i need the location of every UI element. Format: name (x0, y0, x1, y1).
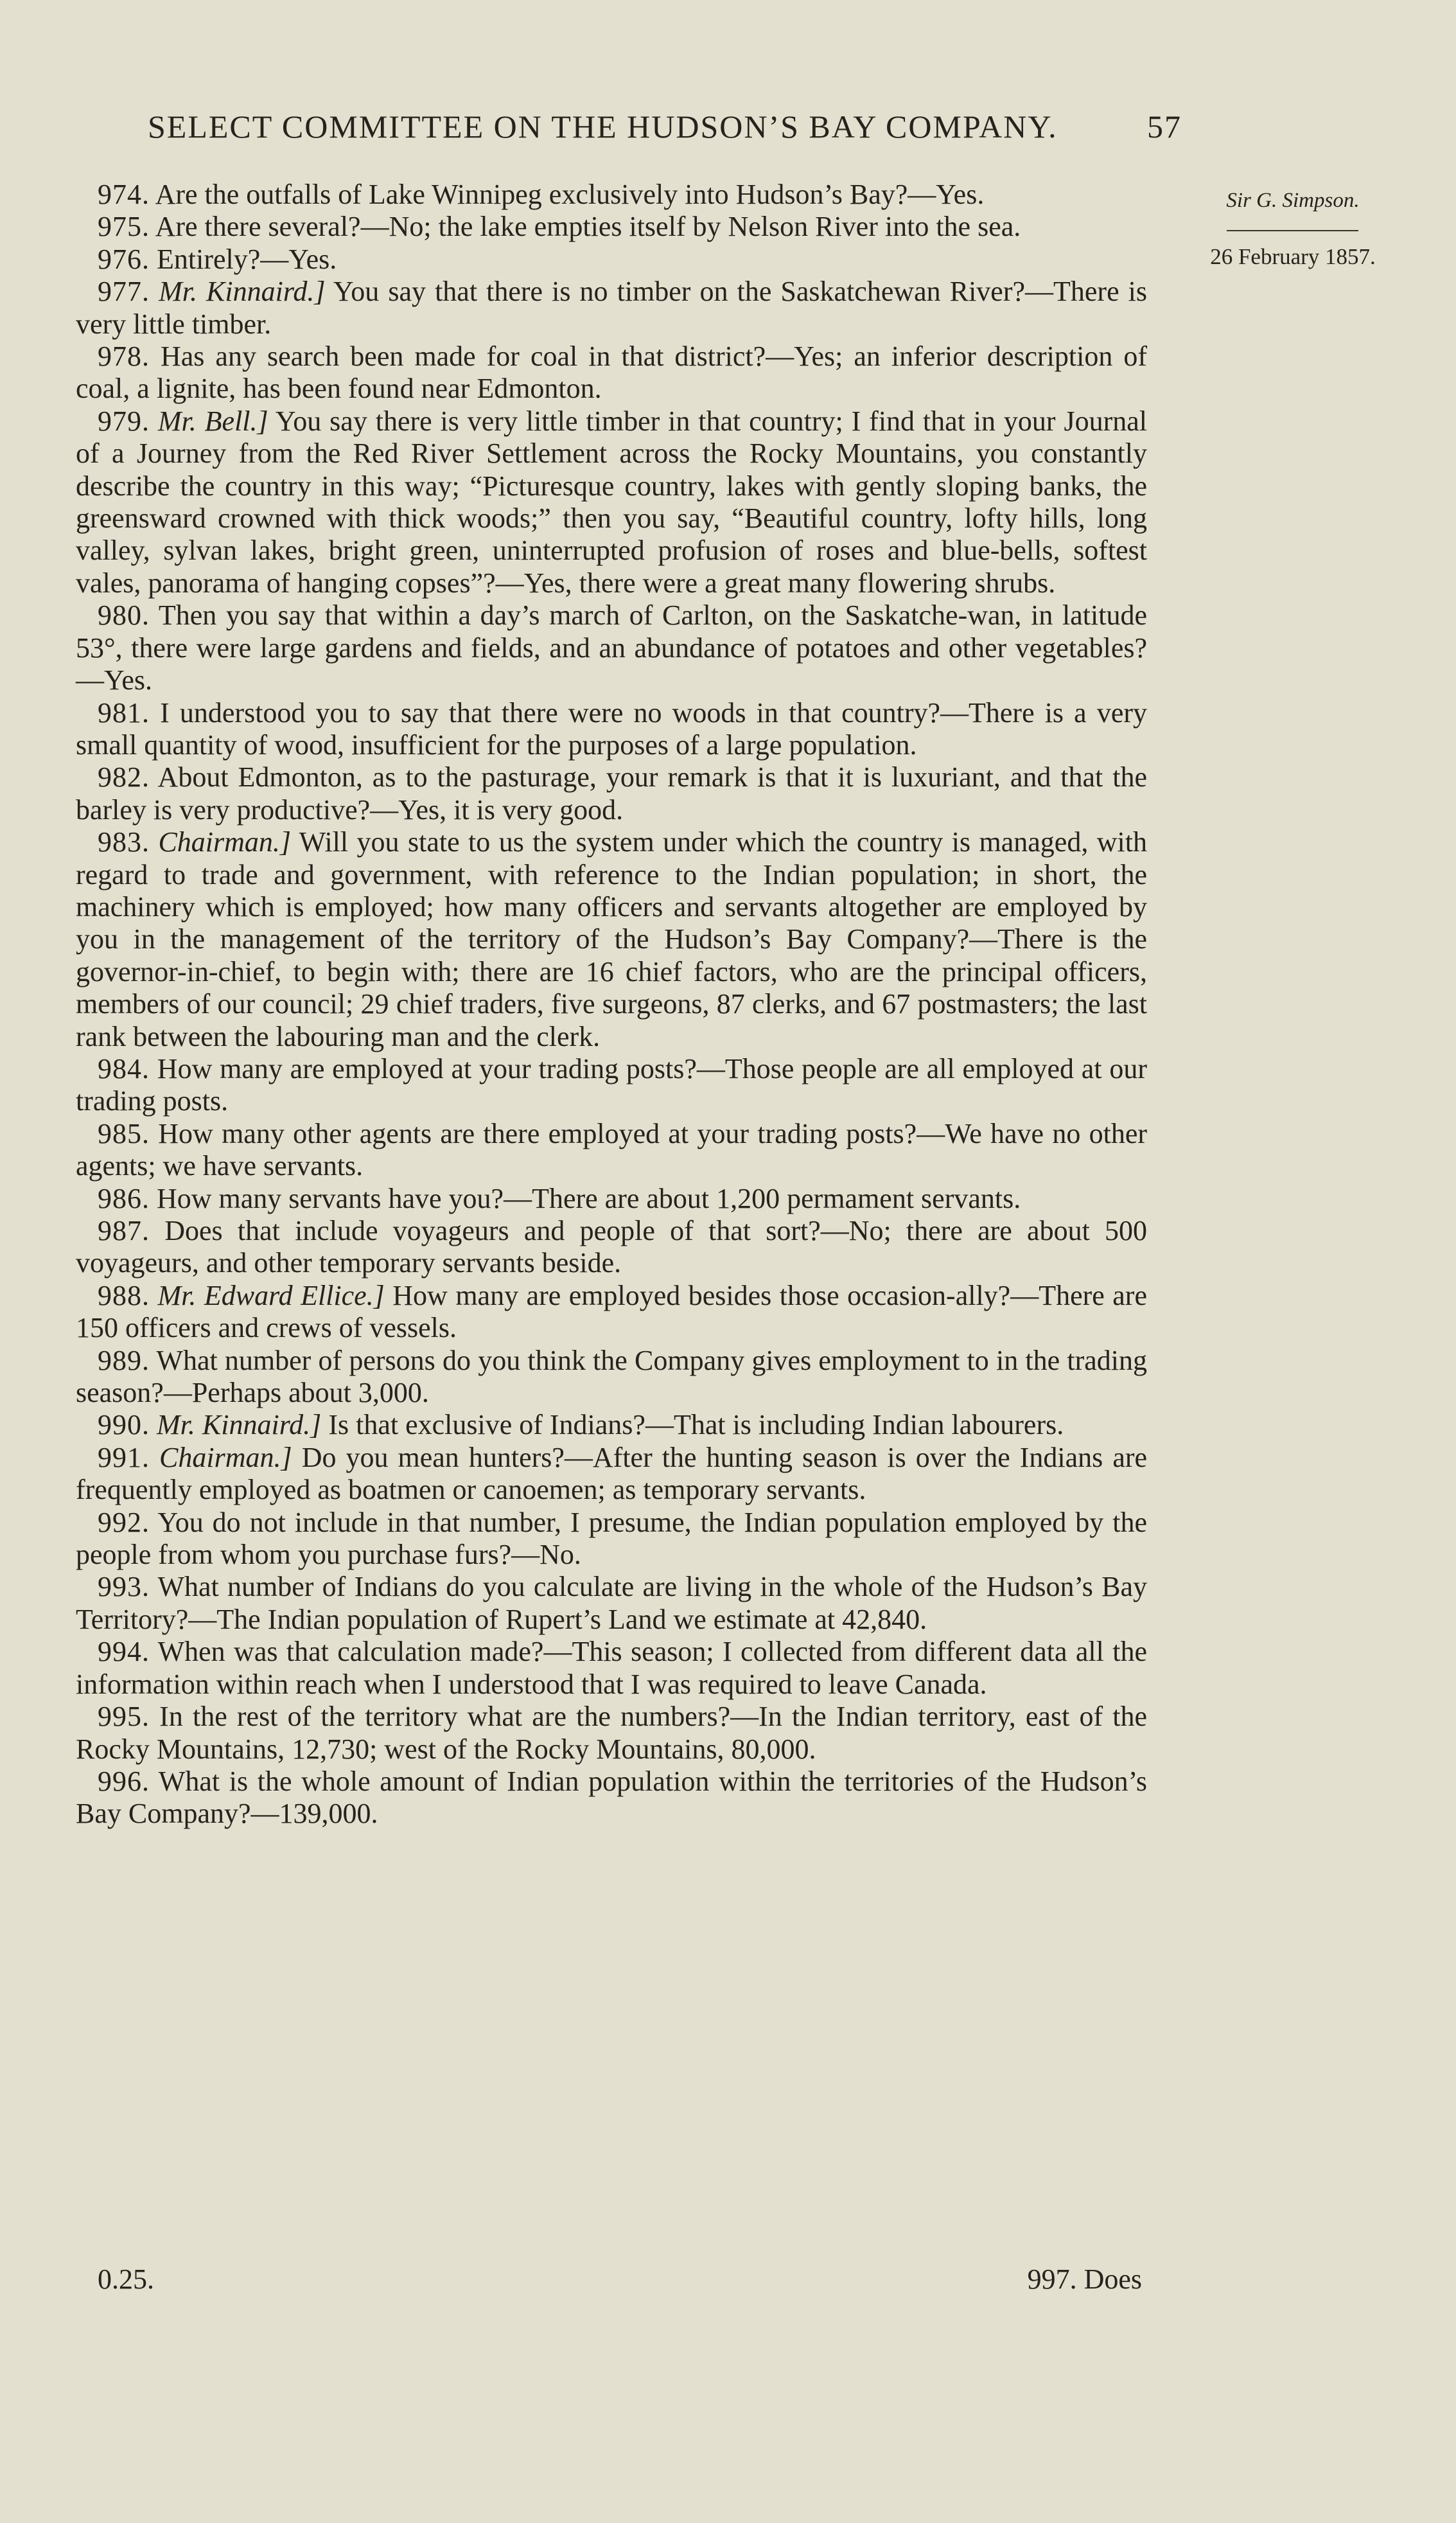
speaker-name: Mr. Bell.] (157, 405, 268, 437)
question-number: 975. (98, 211, 150, 243)
question-entry (76, 1053, 1147, 1118)
question-entry (76, 1215, 1147, 1280)
sidenote-rule (1227, 230, 1358, 231)
question-text: You do not include in that number, I presume, the Indian population employed by the people from whom you purchase furs?—No. (76, 1506, 1147, 1571)
question-entry (76, 405, 1147, 599)
question-number: 979. (98, 405, 150, 437)
speaker-name: Mr. Kinnaird.] (159, 276, 326, 308)
question-text: What number of persons do you think the Company gives employment to in the trading season?—Perhaps about 3,000. (76, 1344, 1147, 1409)
question-number: 995. (98, 1701, 150, 1733)
question-text: Then you say that within a day’s march of Carlton, on the Saskatche-wan, in latitude 53°, there were large gardens and fields, and an abundance of potatoes and other vegetables?—Yes. (76, 599, 1147, 696)
question-entry (76, 179, 1147, 211)
witness-name: Sir G. Simpson. (1226, 189, 1360, 212)
question-text: Are there several?—No; the lake empties itself by Nelson River into the sea. (155, 211, 1021, 243)
question-number: 991. (98, 1441, 150, 1473)
running-header (148, 108, 1182, 145)
question-number: 988. (98, 1279, 150, 1311)
question-text: How many are employed besides those occasion-ally?—There are 150 officers and crews of vessels. (76, 1279, 1147, 1344)
question-text: When was that calculation made?—This season; I collected from different data all the information within reach when I understood that I was required to leave Canada. (76, 1636, 1147, 1700)
question-text: What number of Indians do you calculate are living in the whole of the Hudson’s Bay Territory?—The Indian population of Rupert’s Land we estimate at 42,840. (76, 1571, 1147, 1635)
question-text: In the rest of the territory what are the numbers?—In the Indian territory, east of the Rocky Mountains, 12,730; west of the Rocky Mountains, 80,000. (76, 1701, 1148, 1765)
question-text: What is the whole amount of Indian population within the territories of the Hudson’s Bay Company?—139,000. (76, 1765, 1148, 1830)
question-text: Are the outfalls of Lake Winnipeg exclusively into Hudson’s Bay?—Yes. (155, 179, 985, 210)
question-entry (76, 761, 1147, 826)
speaker-name: Chairman.] (158, 826, 292, 858)
catchword: 997. Does (1027, 2263, 1142, 2295)
date-sidenote: 26 February 1857. (1210, 244, 1376, 269)
question-entry (76, 1183, 1147, 1215)
question-text: Entirely?—Yes. (157, 243, 337, 275)
question-entry (76, 1280, 1147, 1345)
question-number: 987. (98, 1215, 150, 1246)
question-number: 981. (98, 696, 150, 729)
question-entry (76, 341, 1147, 405)
speaker-name: Chairman.] (159, 1441, 292, 1473)
question-text: You say there is very little timber in that country; I find that in your Journal of a Journey from the Red River Settlement across the Rocky Mountains, you constantly describe the country in this way; “Picturesque country, lakes with gently sloping banks, the greensward crowned with thick woods;” then you say, “Beautiful country, lofty hills, long valley, sylvan lakes, bright green, uninterrupted profusion of roses and blue-bells, softest vales, panorama of hanging copses”?—Yes, there were a great many flowering shrubs. (76, 405, 1147, 599)
question-number: 982. (98, 761, 150, 793)
question-number: 983. (98, 826, 150, 858)
question-entry (76, 1636, 1147, 1701)
question-text: How many servants have you?—There are about 1,200 permament servants. (157, 1182, 1021, 1214)
question-text: Has any search been made for coal in that district?—Yes; an inferior description of coal, a lignite, has been found near Edmonton. (76, 341, 1148, 405)
question-number: 993. (98, 1571, 150, 1603)
question-number: 986. (98, 1182, 150, 1214)
question-entry (76, 1345, 1147, 1410)
question-text: Do you mean hunters?—After the hunting season is over the Indians are frequently employed as boatmen or canoemen; as temporary servants. (76, 1441, 1148, 1506)
question-number: 989. (98, 1344, 150, 1376)
question-text: How many are employed at your trading posts?—Those people are all employed at our trading posts. (76, 1052, 1148, 1117)
question-entry (76, 599, 1147, 696)
witness-sidenote (1187, 187, 1399, 213)
question-entry (76, 826, 1147, 1053)
question-entry (76, 1442, 1147, 1507)
question-number: 978. (98, 341, 150, 373)
question-number: 976. (98, 243, 150, 275)
question-text: Will you state to us the system under which the country is managed, with regard to trade and government, with reference to the Indian population; in short, the machinery which is employed; how many officers and servants altogether are employed by you in the management of the territory of the Hudson’s Bay Company?—There is the governor-in-chief, to begin with; there are 16 chief factors, who are the principal officers, members of our council; 29 chief traders, five surgeons, 87 clerks, and 67 postmasters; the last rank between the labouring man and the clerk. (76, 826, 1147, 1052)
question-entry (76, 697, 1147, 762)
question-entry (76, 211, 1147, 243)
question-text: Is that exclusive of Indians?—That is including Indian labourers. (328, 1409, 1064, 1441)
question-number: 985. (98, 1117, 150, 1149)
question-number: 996. (98, 1765, 150, 1797)
question-entry (76, 276, 1147, 341)
question-text: About Edmonton, as to the pasturage, your remark is that it is luxuriant, and that the barley is very productive?—Yes, it is very good. (76, 761, 1148, 826)
question-text: How many other agents are there employed at your trading posts?—We have no other agents; we have servants. (76, 1117, 1147, 1182)
question-entry (76, 1409, 1147, 1441)
question-number: 974. (98, 179, 150, 210)
question-number: 994. (98, 1636, 150, 1668)
question-number: 990. (98, 1409, 150, 1441)
question-entry (76, 1118, 1147, 1183)
question-entry (76, 1766, 1147, 1830)
question-number: 984. (98, 1052, 150, 1084)
question-text: Does that include voyageurs and people of that sort?—No; there are about 500 voyageurs, and other temporary servants beside. (76, 1215, 1148, 1279)
question-number: 980. (98, 599, 150, 632)
question-entry (76, 1507, 1147, 1571)
speaker-name: Mr. Edward Ellice.] (157, 1279, 385, 1311)
question-entry (76, 1701, 1147, 1766)
page-number: 57 (1147, 109, 1182, 145)
question-text: I understood you to say that there were no woods in that country?—There is a very small quantity of wood, insufficient for the purposes of a large population. (76, 696, 1147, 761)
question-entry (76, 1571, 1147, 1636)
question-number: 992. (98, 1506, 150, 1538)
question-entry (76, 243, 1147, 276)
testimony-body (76, 179, 1147, 1830)
signature-mark: 0.25. (98, 2263, 154, 2295)
speaker-name: Mr. Kinnaird.] (157, 1409, 322, 1441)
page-title: SELECT COMMITTEE ON THE HUDSON’S BAY COMPANY. (148, 109, 1058, 145)
question-text: You say that there is no timber on the Saskatchewan River?—There is very little timber. (76, 276, 1148, 340)
question-number: 977. (98, 276, 150, 308)
